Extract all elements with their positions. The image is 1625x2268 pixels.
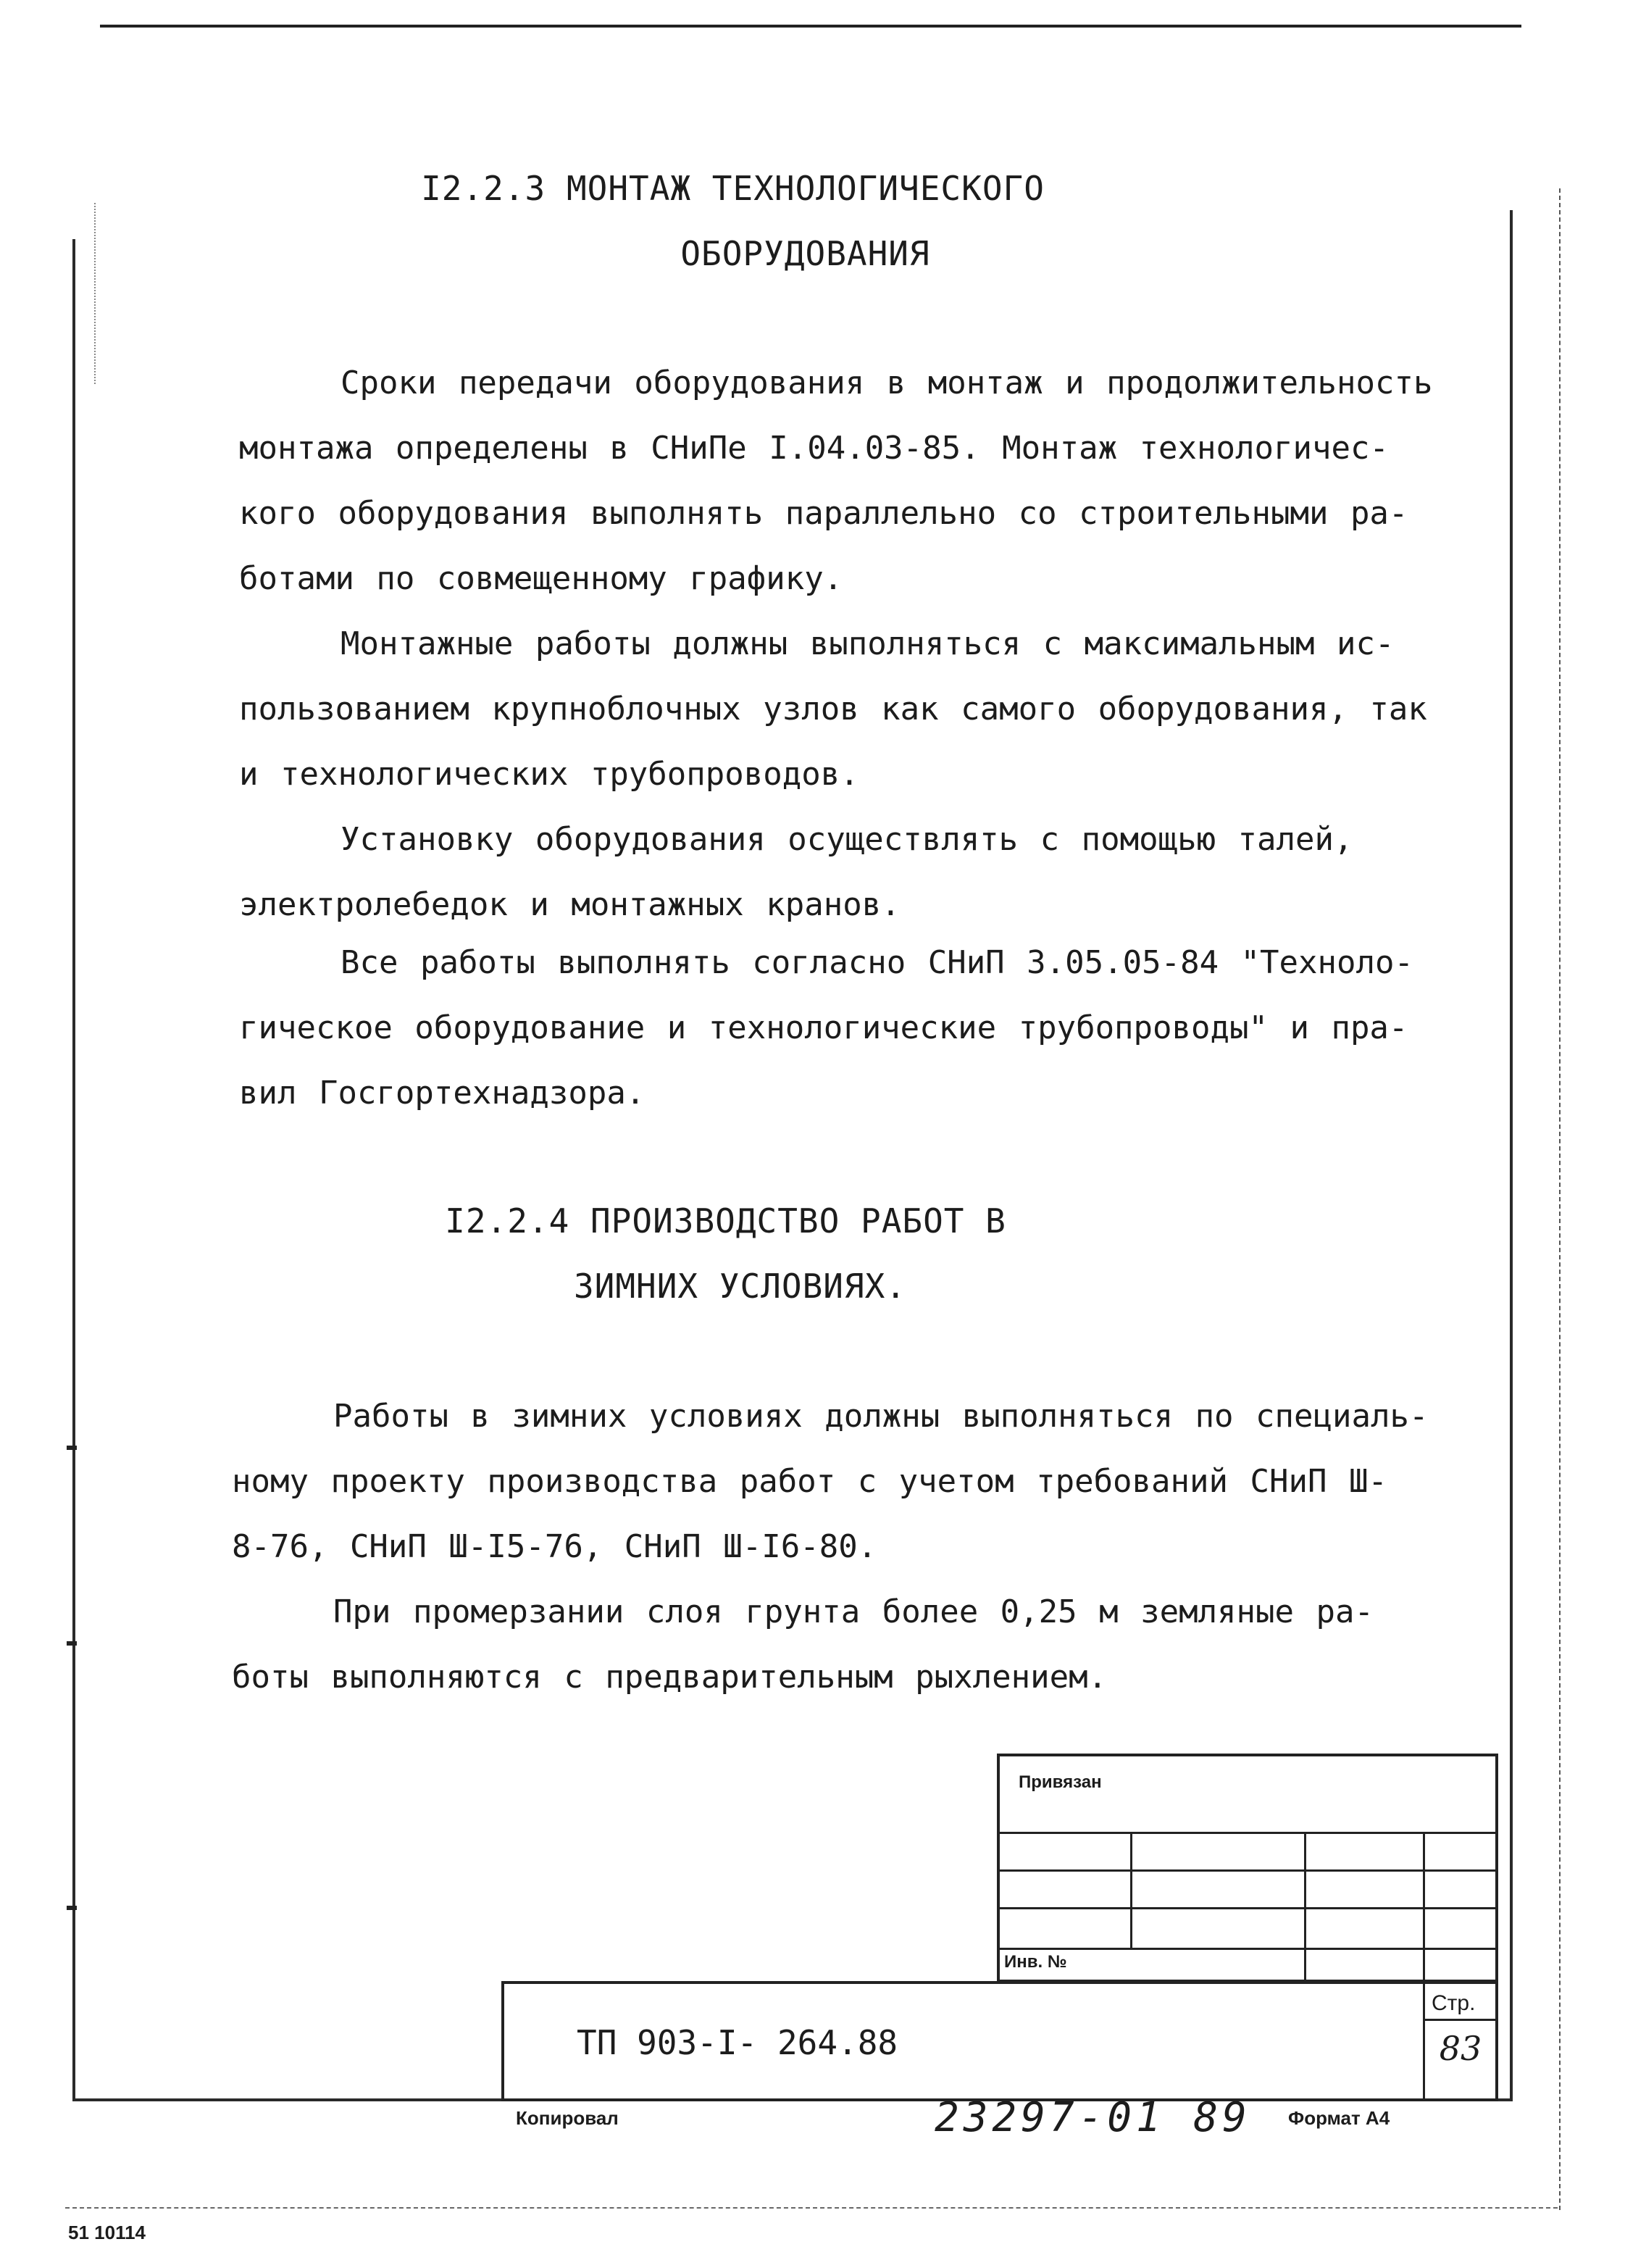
frame-tick [67, 1906, 77, 1910]
section-1-heading [0, 156, 1625, 286]
frame-tick [67, 1446, 77, 1450]
text-line: электролебедок и монтажных кранов. [239, 886, 901, 923]
section-1-heading-line-2: ОБОРУДОВАНИЯ [680, 234, 930, 273]
bottom-scan-edge [65, 2207, 1558, 2210]
left-frame-line [72, 239, 75, 2101]
stamp-number: 23297-01 89 [935, 2094, 1251, 2141]
page-number: 83 [1439, 2029, 1482, 2068]
copied-label: Копировал [516, 2107, 619, 2129]
text-line: вил Госгортехнадзора. [239, 1075, 646, 1112]
title-block [501, 1981, 1498, 2101]
format-label: Формат А4 [1288, 2107, 1390, 2129]
table-rule [1000, 1869, 1495, 1872]
bound-label: Привязан [1019, 1772, 1102, 1792]
top-rule [100, 25, 1521, 28]
section-1-heading-line-1: I2.2.3 МОНТАЖ ТЕХНОЛОГИЧЕСКОГО [421, 169, 1045, 208]
table-rule [1000, 1832, 1495, 1834]
table-rule [1423, 1984, 1425, 2098]
table-rule [1000, 1948, 1495, 1950]
table-rule [1304, 1832, 1306, 1980]
text-line: ному проекту производства работ с учетом требований СНиП Ш- [232, 1463, 1387, 1500]
sheet-code: 51 10114 [68, 2222, 146, 2243]
text-line: Установку оборудования осуществлять с помощью талей, [341, 821, 1353, 858]
section-2-paragraph-1 [232, 1384, 1478, 1580]
text-line: ботами по совмещенному графику. [239, 560, 843, 597]
section-2-heading-line-2: ЗИМНИХ УСЛОВИЯХ. [573, 1267, 907, 1306]
binding-table [997, 1754, 1498, 1983]
text-line: 8-76, СНиП Ш-I5-76, СНиП Ш-I6-80. [232, 1528, 877, 1565]
frame-tick [67, 1641, 77, 1646]
text-line: боты выполняются с предварительным рыхлением. [232, 1659, 1108, 1696]
text-line: При промерзании слоя грунта более 0,25 м земляные ра- [333, 1593, 1374, 1630]
table-rule [1423, 1832, 1425, 1980]
section-2-paragraph-2 [232, 1580, 1478, 1710]
section-1-paragraph-2 [239, 612, 1485, 807]
section-1-paragraph-4 [239, 930, 1485, 1126]
section-1-paragraph-3 [239, 807, 1485, 938]
page-label: Стр. [1432, 1991, 1476, 2015]
text-line: кого оборудования выполнять параллельно со строительными ра- [239, 495, 1408, 532]
document-code: ТП 903-I- 264.88 [577, 2023, 898, 2062]
text-line: гическое оборудование и технологические трубопроводы" и пра- [239, 1009, 1408, 1046]
text-line: и технологических трубопроводов. [239, 756, 859, 793]
text-line: Монтажные работы должны выполняться с максимальным ис- [341, 625, 1395, 662]
section-2-heading-line-1: I2.2.4 ПРОИЗВОДСТВО РАБОТ В [445, 1201, 1006, 1241]
text-line: Все работы выполнять согласно СНиП 3.05.05-84 "Техноло- [341, 944, 1413, 981]
text-line: Сроки передачи оборудования в монтаж и продолжительность [341, 364, 1433, 401]
text-line: монтажа определены в СНиПе I.04.03-85. Монтаж технологичес- [239, 430, 1389, 467]
table-rule [1423, 2019, 1495, 2021]
section-1-paragraph-1 [239, 351, 1485, 612]
section-2-heading [0, 1188, 1625, 1319]
right-frame-line [1510, 210, 1513, 2101]
table-rule [1000, 1907, 1495, 1909]
table-rule [1130, 1832, 1132, 1948]
text-line: пользованием крупноблочных узлов как самого оборудования, так [239, 691, 1427, 727]
text-line: Работы в зимних условиях должны выполняться по специаль- [333, 1398, 1429, 1435]
inventory-label: Инв. № [1004, 1952, 1067, 1972]
